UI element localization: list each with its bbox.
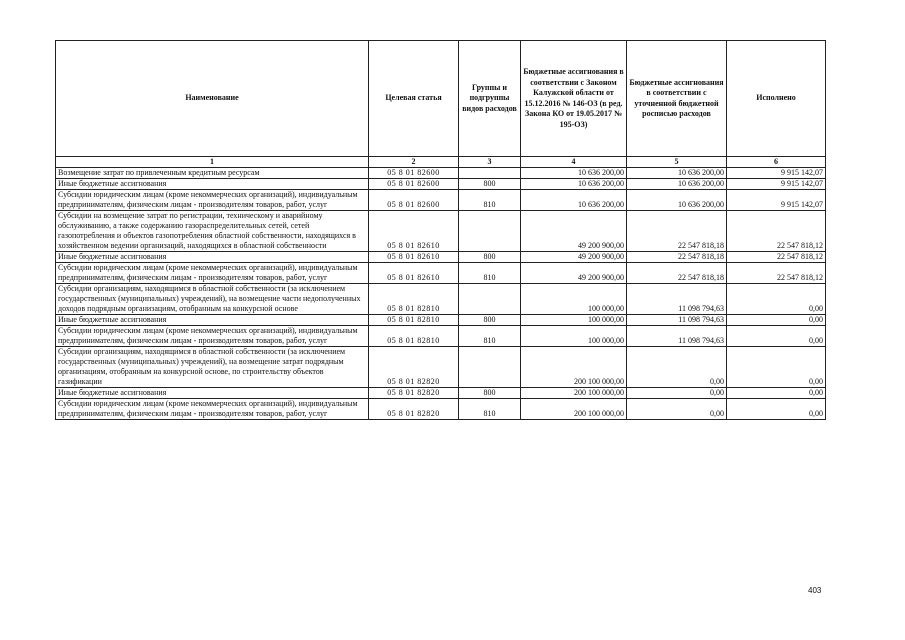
row-refined-amount: 11 098 794,63 bbox=[627, 284, 727, 315]
row-budget-amount: 10 636 200,00 bbox=[521, 179, 627, 190]
column-number: 1 bbox=[56, 157, 369, 168]
row-target-code: 05 8 01 82820 bbox=[369, 347, 459, 388]
row-name: Субсидии юридическим лицам (кроме некоммерческих организаций), индивидуальным предпринимателям, физическим лицам - производителям товаров, работ, услуг bbox=[56, 326, 369, 347]
row-refined-amount: 10 636 200,00 bbox=[627, 168, 727, 179]
row-executed-amount: 9 915 142,07 bbox=[727, 168, 826, 179]
row-target-code: 05 8 01 82600 bbox=[369, 168, 459, 179]
row-executed-amount: 22 547 818,12 bbox=[727, 211, 826, 252]
row-budget-amount: 200 100 000,00 bbox=[521, 347, 627, 388]
column-number: 5 bbox=[627, 157, 727, 168]
budget-table bbox=[55, 40, 826, 420]
row-executed-amount: 0,00 bbox=[727, 347, 826, 388]
column-number: 3 bbox=[459, 157, 521, 168]
row-expense-group: 810 bbox=[459, 190, 521, 211]
row-executed-amount: 22 547 818,12 bbox=[727, 263, 826, 284]
table-row bbox=[56, 211, 826, 252]
row-refined-amount: 22 547 818,18 bbox=[627, 263, 727, 284]
header-executed: Исполнено bbox=[727, 41, 826, 157]
table-row bbox=[56, 284, 826, 315]
row-name: Субсидии юридическим лицам (кроме некоммерческих организаций), индивидуальным предпринимателям, физическим лицам - производителям товаров, работ, услуг bbox=[56, 263, 369, 284]
table-row bbox=[56, 347, 826, 388]
header-refined-budget: Бюджетные ассигнования в соответствии с уточненной бюджетной росписью расходов bbox=[627, 41, 727, 157]
row-executed-amount: 0,00 bbox=[727, 326, 826, 347]
row-name: Иные бюджетные ассигнования bbox=[56, 252, 369, 263]
row-target-code: 05 8 01 82820 bbox=[369, 399, 459, 420]
table-row bbox=[56, 315, 826, 326]
header-expense-groups: Группы и подгруппы видов расходов bbox=[459, 41, 521, 157]
row-budget-amount: 200 100 000,00 bbox=[521, 399, 627, 420]
header-budget-law: Бюджетные ассигнования в соответствии с Законом Калужской области от 15.12.2016 № 146-ОЗ (в ред. Закона КО от 19.05.2017 № 195-ОЗ) bbox=[521, 41, 627, 157]
row-expense-group: 810 bbox=[459, 263, 521, 284]
row-expense-group: 800 bbox=[459, 388, 521, 399]
table-row bbox=[56, 399, 826, 420]
row-refined-amount: 10 636 200,00 bbox=[627, 190, 727, 211]
column-number-row bbox=[56, 157, 826, 168]
row-target-code: 05 8 01 82600 bbox=[369, 190, 459, 211]
row-expense-group: 810 bbox=[459, 399, 521, 420]
row-name: Субсидии организациям, находящимся в областной собственности (за исключением государственных (муниципальных) учреждений), на возмещение части недополученных доходов подрядным организациям, отобранным на конкурсной основе bbox=[56, 284, 369, 315]
row-executed-amount: 9 915 142,07 bbox=[727, 190, 826, 211]
row-target-code: 05 8 01 82810 bbox=[369, 284, 459, 315]
row-budget-amount: 49 200 900,00 bbox=[521, 263, 627, 284]
table-row bbox=[56, 168, 826, 179]
row-refined-amount: 22 547 818,18 bbox=[627, 252, 727, 263]
row-target-code: 05 8 01 82810 bbox=[369, 315, 459, 326]
table-row bbox=[56, 252, 826, 263]
row-target-code: 05 8 01 82610 bbox=[369, 263, 459, 284]
header-name: Наименование bbox=[56, 41, 369, 157]
row-expense-group bbox=[459, 168, 521, 179]
row-budget-amount: 10 636 200,00 bbox=[521, 190, 627, 211]
row-target-code: 05 8 01 82820 bbox=[369, 388, 459, 399]
table-row bbox=[56, 326, 826, 347]
row-name: Субсидии на возмещение затрат по регистрации, техническому и аварийному обслуживанию, а также содержанию газораспределительных сетей, сетей газопотребления и объектов газопотребления областной собственности, находящихся в хозяйственном ведении организаций, находящихся в областной собственности bbox=[56, 211, 369, 252]
row-refined-amount: 0,00 bbox=[627, 347, 727, 388]
row-name: Иные бюджетные ассигнования bbox=[56, 315, 369, 326]
row-executed-amount: 22 547 818,12 bbox=[727, 252, 826, 263]
row-name: Субсидии юридическим лицам (кроме некоммерческих организаций), индивидуальным предпринимателям, физическим лицам - производителям товаров, работ, услуг bbox=[56, 190, 369, 211]
row-expense-group bbox=[459, 284, 521, 315]
row-expense-group bbox=[459, 347, 521, 388]
row-budget-amount: 100 000,00 bbox=[521, 284, 627, 315]
row-target-code: 05 8 01 82810 bbox=[369, 326, 459, 347]
row-refined-amount: 11 098 794,63 bbox=[627, 315, 727, 326]
row-executed-amount: 0,00 bbox=[727, 388, 826, 399]
row-executed-amount: 0,00 bbox=[727, 315, 826, 326]
row-refined-amount: 0,00 bbox=[627, 388, 727, 399]
row-expense-group bbox=[459, 211, 521, 252]
header-target-article: Целевая статья bbox=[369, 41, 459, 157]
row-budget-amount: 100 000,00 bbox=[521, 326, 627, 347]
header-row bbox=[56, 41, 826, 157]
row-target-code: 05 8 01 82610 bbox=[369, 252, 459, 263]
row-refined-amount: 22 547 818,18 bbox=[627, 211, 727, 252]
page-number: 403 bbox=[808, 586, 822, 595]
table-row bbox=[56, 190, 826, 211]
row-executed-amount: 9 915 142,07 bbox=[727, 179, 826, 190]
row-refined-amount: 10 636 200,00 bbox=[627, 179, 727, 190]
row-budget-amount: 49 200 900,00 bbox=[521, 252, 627, 263]
row-refined-amount: 0,00 bbox=[627, 399, 727, 420]
row-expense-group: 800 bbox=[459, 315, 521, 326]
row-expense-group: 810 bbox=[459, 326, 521, 347]
row-name: Иные бюджетные ассигнования bbox=[56, 179, 369, 190]
column-number: 2 bbox=[369, 157, 459, 168]
row-budget-amount: 200 100 000,00 bbox=[521, 388, 627, 399]
row-expense-group: 800 bbox=[459, 179, 521, 190]
row-name: Субсидии организациям, находящимся в областной собственности (за исключением государственных (муниципальных) учреждений), на возмещение затрат подрядным организациям, отобранным на конкурсной основе, по строительству объектов газификации bbox=[56, 347, 369, 388]
table-row bbox=[56, 388, 826, 399]
column-number: 6 bbox=[727, 157, 826, 168]
row-executed-amount: 0,00 bbox=[727, 399, 826, 420]
row-budget-amount: 100 000,00 bbox=[521, 315, 627, 326]
row-name: Иные бюджетные ассигнования bbox=[56, 388, 369, 399]
row-refined-amount: 11 098 794,63 bbox=[627, 326, 727, 347]
row-name: Возмещение затрат по привлеченным кредитным ресурсам bbox=[56, 168, 369, 179]
row-target-code: 05 8 01 82610 bbox=[369, 211, 459, 252]
row-budget-amount: 49 200 900,00 bbox=[521, 211, 627, 252]
table-row bbox=[56, 179, 826, 190]
row-expense-group: 800 bbox=[459, 252, 521, 263]
row-executed-amount: 0,00 bbox=[727, 284, 826, 315]
table-row bbox=[56, 263, 826, 284]
document-page bbox=[55, 40, 825, 420]
row-target-code: 05 8 01 82600 bbox=[369, 179, 459, 190]
row-budget-amount: 10 636 200,00 bbox=[521, 168, 627, 179]
column-number: 4 bbox=[521, 157, 627, 168]
row-name: Субсидии юридическим лицам (кроме некоммерческих организаций), индивидуальным предпринимателям, физическим лицам - производителям товаров, работ, услуг bbox=[56, 399, 369, 420]
